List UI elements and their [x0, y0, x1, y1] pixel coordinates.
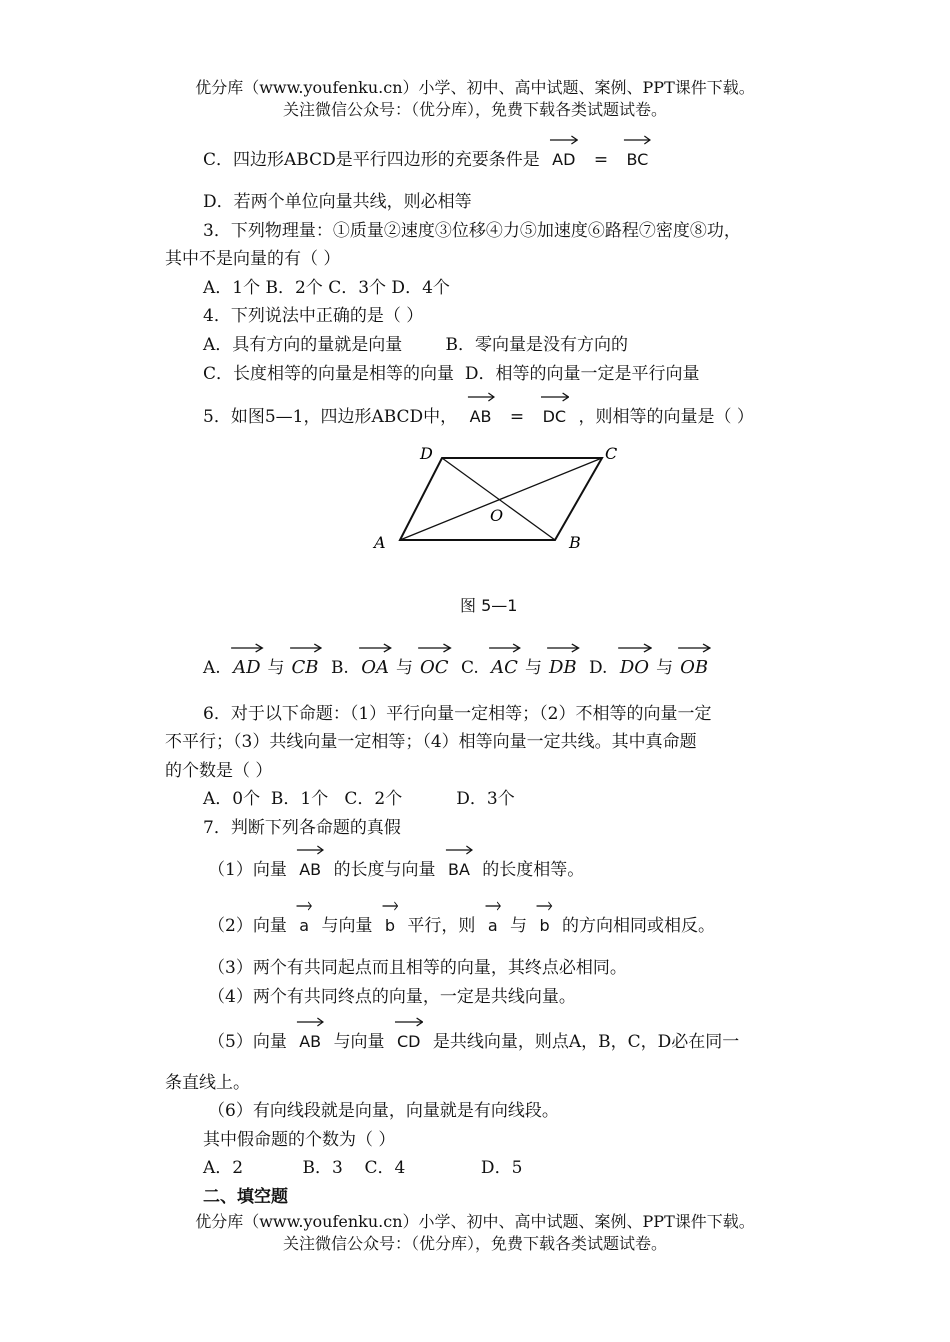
vector-dc: DC: [540, 405, 570, 429]
q7-statement-2: （2）向量 a 与向量 b 平行，则 a 与 b 的方向相同或相反。: [208, 914, 715, 938]
q5-option-c: C. AC 与 DB: [461, 658, 589, 678]
footer-line-1: 优分库（www.youfenku.cn）小学、初中、高中试题、案例、PPT课件下载。: [195, 1212, 755, 1231]
q7-stem: 7．判断下列各命题的真假: [203, 818, 401, 838]
q5-option-d: D. DO 与 OB: [589, 658, 715, 678]
equals-sign: =: [593, 150, 609, 170]
vector-cb: CB: [289, 656, 322, 680]
q5-stem-post: ，则相等的向量是（ ）: [578, 407, 754, 427]
header-line-2: 关注微信公众号：（优分库），免费下载各类试题试卷。: [282, 100, 667, 119]
q4-options-cd: C．长度相等的向量是相等的向量 D．相等的向量一定是平行向量: [203, 364, 700, 384]
figure-caption: 图 5—1: [460, 596, 518, 615]
vector-b: b: [536, 914, 552, 938]
vector-ba: BA: [445, 858, 473, 882]
q6-line-2: 不平行；（3）共线向量一定相等；（4）相等向量一定共线。其中真命题: [165, 732, 697, 752]
footer-line-2: 关注微信公众号：（优分库），免费下载各类试题试卷。: [282, 1234, 667, 1253]
label-o: O: [490, 506, 504, 525]
q7-statement-6: （6）有向线段就是向量，向量就是有向线段。: [208, 1101, 559, 1121]
q5-stem-pre: 5．如图5—1，四边形ABCD中，: [203, 407, 458, 427]
equals-sign: =: [509, 407, 525, 427]
vector-bc: BC: [623, 148, 651, 172]
q7-statement-5: （5）向量 AB 与向量 CD 是共线向量，则点A，B，C，D必在同一: [208, 1030, 739, 1054]
vector-ob: OB: [677, 656, 711, 680]
vector-a: a: [296, 914, 312, 938]
vector-ab: AB: [296, 858, 324, 882]
vector-do: DO: [617, 656, 652, 680]
label-c: C: [605, 444, 618, 463]
section-2-title: 二、填空题: [203, 1187, 288, 1207]
q5-option-b: B. OA 与 OC: [331, 658, 461, 678]
vector-ac: AC: [488, 656, 521, 680]
q3-options: A．1个 B．2个 C．3个 D．4个: [203, 278, 450, 298]
q7-statement-4: （4）两个有共同终点的向量，一定是共线向量。: [208, 987, 576, 1007]
q5-stem: [203, 405, 754, 429]
q7-options: A．2 B．3 C．4 D．5: [203, 1158, 523, 1178]
vector-db: DB: [546, 656, 580, 680]
q7-ask: 其中假命题的个数为（ ）: [203, 1130, 396, 1150]
q6-line-1: 6．对于以下命题：（1）平行向量一定相等；（2）不相等的向量一定: [203, 704, 712, 724]
q2-option-d: D．若两个单位向量共线，则必相等: [203, 192, 472, 212]
q7-statement-5-cont: 条直线上。: [165, 1073, 250, 1093]
vector-ab: AB: [467, 405, 495, 429]
vector-a: a: [485, 914, 501, 938]
header-line-1: 优分库（www.youfenku.cn）小学、初中、高中试题、案例、PPT课件下载。: [195, 78, 755, 97]
q3-stem-line-2: 其中不是向量的有（ ）: [165, 249, 341, 269]
q6-options: A．0个 B．1个 C．2个 D．3个: [203, 789, 515, 809]
q5-options: [203, 656, 715, 680]
q7-statement-1: （1）向量 AB 的长度与向量 BA 的长度相等。: [208, 858, 584, 882]
q2-option-c-text: C．四边形ABCD是平行四边形的充要条件是: [203, 150, 540, 170]
vector-ad: AD: [230, 656, 263, 680]
vector-cd: CD: [394, 1030, 424, 1054]
q4-options-ab: A．具有方向的量就是向量 B．零向量是没有方向的: [203, 335, 628, 355]
q7-statement-3: （3）两个有共同起点而且相等的向量，其终点必相同。: [208, 958, 627, 978]
q4-stem: 4．下列说法中正确的是（ ）: [203, 306, 424, 326]
vector-oc: OC: [417, 656, 452, 680]
q3-stem-line-1: 3．下列物理量：①质量②速度③位移④力⑤加速度⑥路程⑦密度⑧功，: [203, 221, 741, 241]
label-a: A: [374, 533, 386, 552]
q5-option-a: A. AD 与 CB: [203, 658, 331, 678]
vector-ab: AB: [296, 1030, 324, 1054]
vector-b: b: [382, 914, 398, 938]
label-b: B: [569, 533, 581, 552]
vector-ad: AD: [549, 148, 578, 172]
q2-option-c: [203, 148, 655, 172]
parallelogram-figure: [360, 438, 630, 568]
vector-oa: OA: [358, 656, 392, 680]
label-d: D: [420, 444, 433, 463]
q6-line-3: 的个数是（ ）: [165, 761, 273, 781]
